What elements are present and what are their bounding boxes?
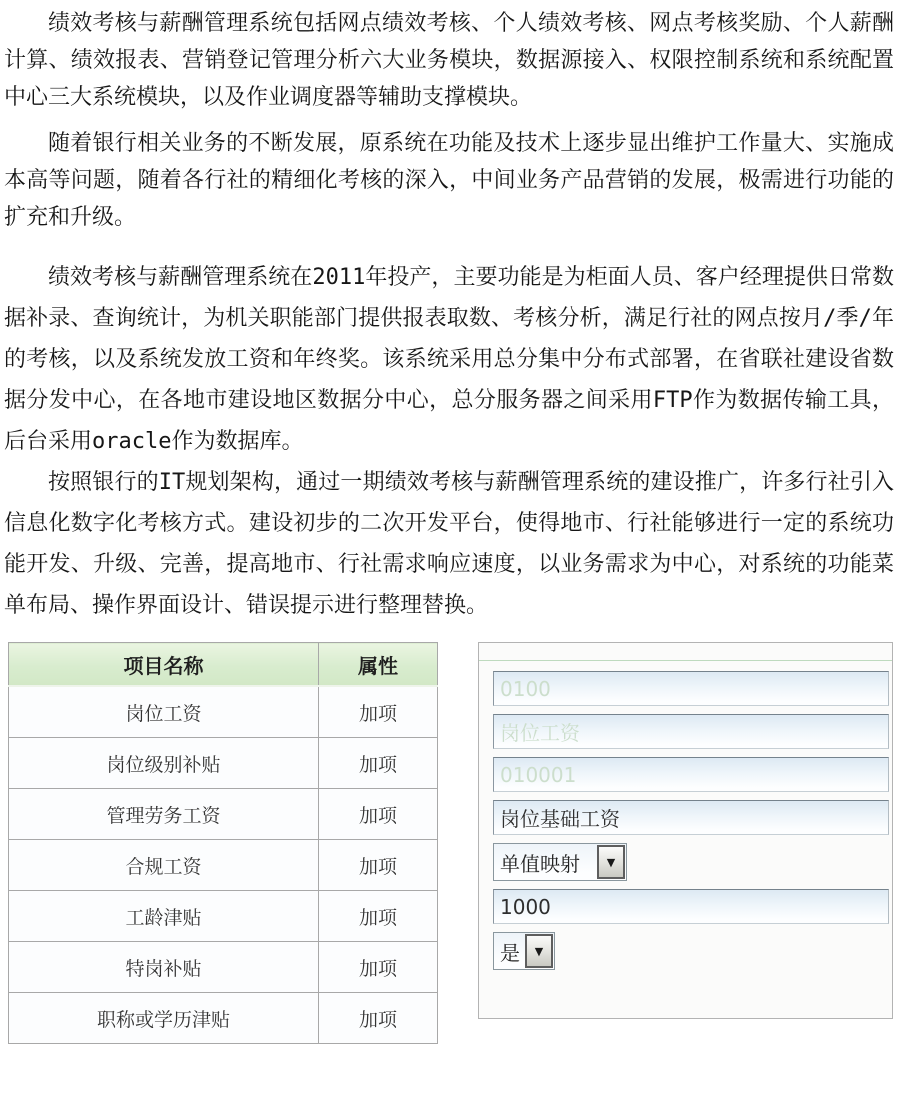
table-row [9, 789, 438, 840]
enabled-flag-value: 是 [500, 940, 520, 965]
table-row [9, 840, 438, 891]
paragraph-system-history: 绩效考核与薪酬管理系统在2011年投产，主要功能是为柜面人员、客户经理提供日常数据补录、查询统计，为机关职能部门提供报表取数、考核分析，满足行社的网点按月/季/年的考核，以及系统发放工资和年终奖。该系统采用总分集中分布式部署，在省联社建设省数据分发中心，在各地市建设地区数据分中心，总分服务器之间采用FTP作为数据传输工具，后台采用oracle作为数据库。 [4, 265, 894, 454]
paragraph-background: 随着银行相关业务的不断发展，原系统在功能及技术上逐步显出维护工作量大、实施成本高等问题，随着各行社的精细化考核的深入，中间业务产品营销的发展，极需进行功能的扩充和升级。 [4, 131, 894, 230]
paragraph-modules: 绩效考核与薪酬管理系统包括网点绩效考核、个人绩效考核、网点考核奖励、个人薪酬计算、绩效报表、营销登记管理分析六大业务模块，数据源接入、权限控制系统和系统配置中心三大系统模块，以及作业调度器等辅助支撑模块。 [4, 11, 894, 110]
item-name-cell: 工龄津贴 [9, 891, 319, 942]
column-header-attribute: 属性 [319, 643, 438, 687]
mapping-type-select[interactable] [493, 843, 627, 881]
sub-item-code-input [493, 757, 889, 792]
chevron-down-icon[interactable]: ▼ [597, 845, 625, 879]
item-name-input [493, 714, 889, 749]
enabled-flag-select[interactable] [493, 932, 555, 970]
table-row [9, 942, 438, 993]
item-name-cell: 职称或学历津贴 [9, 993, 319, 1044]
table-row [9, 891, 438, 942]
item-code-input [493, 671, 889, 706]
column-header-item-name: 项目名称 [9, 643, 319, 687]
panel-header [479, 643, 892, 661]
item-attr-cell: 加项 [319, 993, 438, 1044]
item-attr-cell: 加项 [319, 738, 438, 789]
table-row [9, 993, 438, 1044]
chevron-down-icon[interactable]: ▼ [525, 934, 553, 968]
item-name-cell: 岗位级别补贴 [9, 738, 319, 789]
item-name-cell: 岗位工资 [9, 686, 319, 738]
item-attr-cell: 加项 [319, 789, 438, 840]
amount-input[interactable] [493, 889, 889, 924]
item-name-cell: 特岗补贴 [9, 942, 319, 993]
table-header-row [9, 643, 438, 687]
figure-area [0, 642, 900, 1044]
item-attr-cell: 加项 [319, 686, 438, 738]
item-name-cell: 合规工资 [9, 840, 319, 891]
item-attr-cell: 加项 [319, 840, 438, 891]
sub-item-name-input[interactable] [493, 800, 889, 835]
paragraph-it-plan: 按照银行的IT规划架构，通过一期绩效考核与薪酬管理系统的建设推广，许多行社引入信息化数字化考核方式。建设初步的二次开发平台，使得地市、行社能够进行一定的系统功能开发、升级、完善，提高地市、行社需求响应速度，以业务需求为中心，对系统的功能菜单布局、操作界面设计、错误提示进行整理替换。 [4, 470, 894, 618]
salary-items-table [8, 642, 438, 1044]
item-attr-cell: 加项 [319, 891, 438, 942]
mapping-type-value: 单值映射 [500, 851, 580, 876]
table-row [9, 738, 438, 789]
table-row [9, 686, 438, 738]
item-detail-panel [478, 642, 893, 1019]
item-name-cell: 管理劳务工资 [9, 789, 319, 840]
item-attr-cell: 加项 [319, 942, 438, 993]
